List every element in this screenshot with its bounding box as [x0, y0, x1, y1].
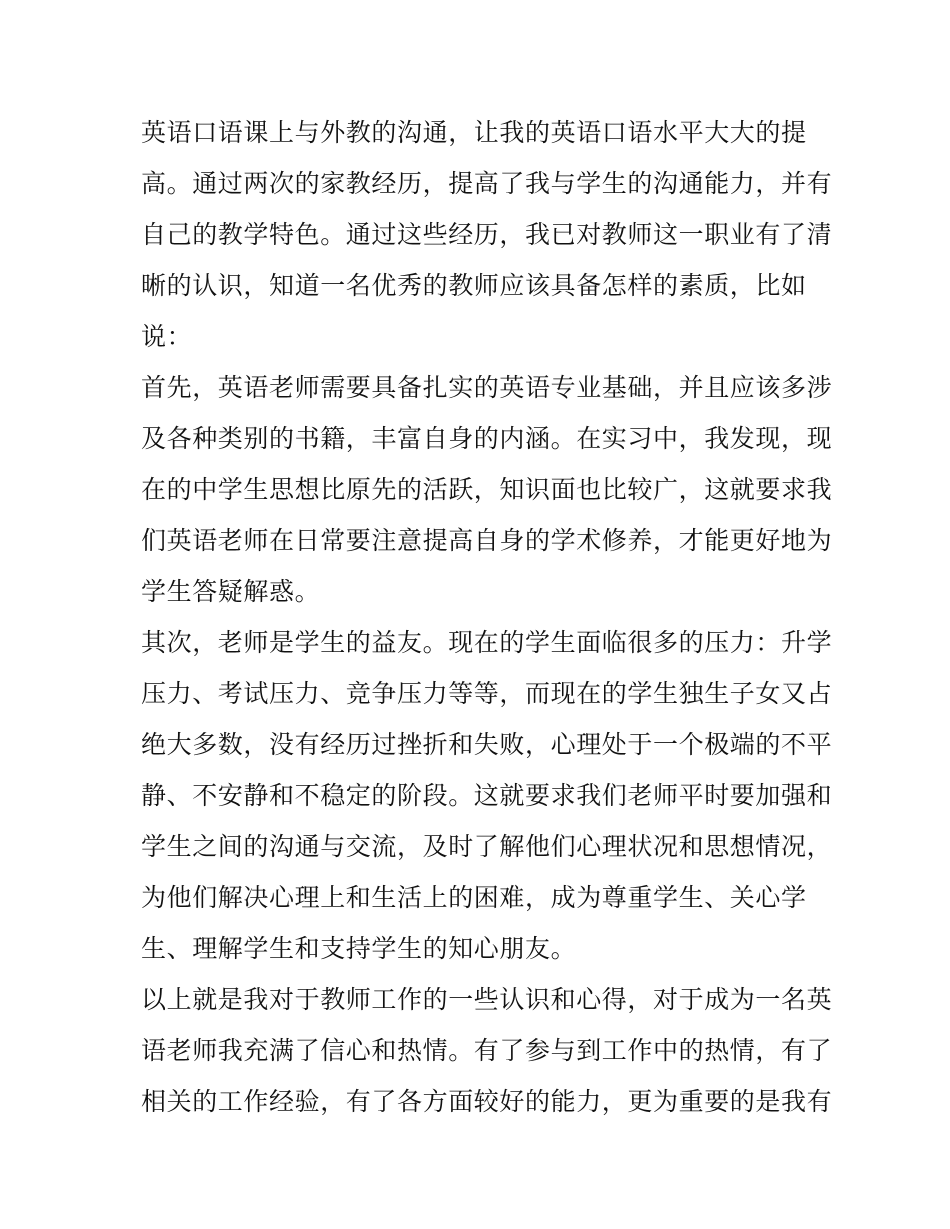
text-line: 绝大多数，没有经历过挫折和失败，心理处于一个极端的不平 [141, 730, 833, 759]
text-line: 自己的教学特色。通过这些经历，我已对教师这一职业有了清 [141, 220, 833, 249]
document-body [141, 107, 833, 1127]
text-line: 在的中学生思想比原先的活跃，知识面也比较广，这就要求我 [141, 475, 833, 504]
text-line: 以上就是我对于教师工作的一些认识和心得，对于成为一名英 [141, 985, 833, 1014]
text-line: 学生之间的沟通与交流，及时了解他们心理状况和思想情况， [141, 832, 833, 861]
text-line: 们英语老师在日常要注意提高自身的学术修养，才能更好地为 [141, 526, 833, 555]
text-line: 学生答疑解惑。 [141, 577, 321, 606]
text-line: 压力、考试压力、竞争压力等等，而现在的学生独生子女又占 [141, 679, 833, 708]
text-line: 相关的工作经验，有了各方面较好的能力，更为重要的是我有 [141, 1087, 833, 1116]
text-line: 说： [141, 322, 193, 351]
text-line: 为他们解决心理上和生活上的困难，成为尊重学生、关心学 [141, 883, 807, 912]
text-line: 高。通过两次的家教经历，提高了我与学生的沟通能力，并有 [141, 169, 833, 198]
text-line: 晰的认识，知道一名优秀的教师应该具备怎样的素质，比如 [141, 271, 807, 300]
text-line: 静、不安静和不稳定的阶段。这就要求我们老师平时要加强和 [141, 781, 833, 810]
text-line: 语老师我充满了信心和热情。有了参与到工作中的热情，有了 [141, 1036, 833, 1065]
text-line: 及各种类别的书籍，丰富自身的内涵。在实习中，我发现，现 [141, 424, 833, 453]
text-line: 英语口语课上与外教的沟通，让我的英语口语水平大大的提 [141, 118, 807, 147]
text-line: 其次，老师是学生的益友。现在的学生面临很多的压力：升学 [141, 628, 833, 657]
text-line: 生、理解学生和支持学生的知心朋友。 [141, 934, 577, 963]
text-line: 首先，英语老师需要具备扎实的英语专业基础，并且应该多涉 [141, 373, 833, 402]
